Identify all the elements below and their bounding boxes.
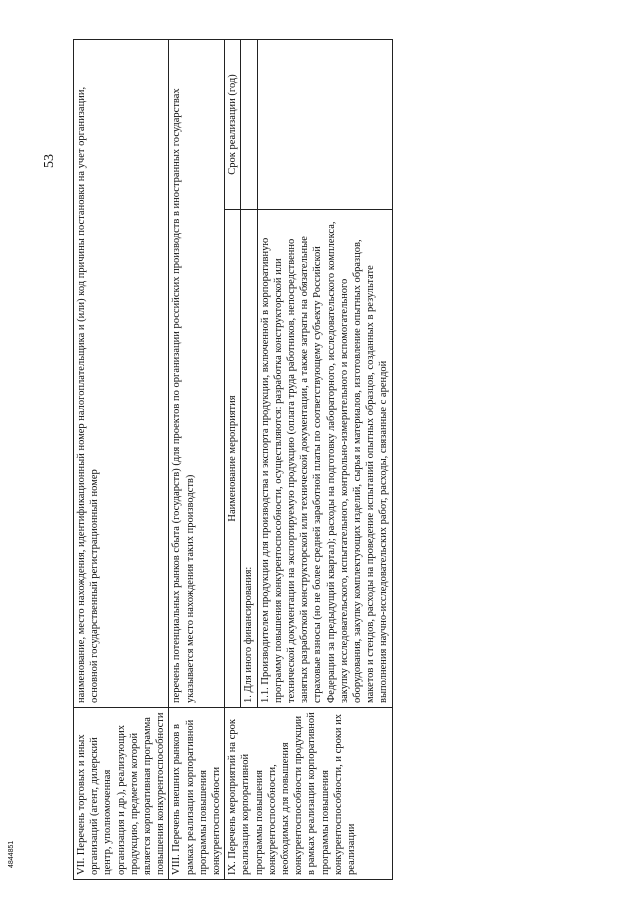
page-number: 53 [42,154,57,168]
row-label-ix: IX. Перечень мероприятий на срок реализации корпоративной программы повышения конкурентоспособности, необходимых для повышения конкурентоспособности продукции в рамках реализации корпоративной программы повышения конкурентоспособности, и сроки их реализации [225,708,392,880]
table-row [74,39,169,879]
row-text-vii: наименование, место нахождения, идентификационный номер налогоплательщика и (или) код причины постановки на учет организации, основной государственный регистрационный номер [74,39,169,707]
item-1-1-text: 1.1. Производителем продукции для производства и экспорта продукции, включенной в корпоративную программу повышения конкурентоспособности, осуществляются: разработка конструкторской или технической документации на экспортируемую продукцию (оплата труда работников, непосредственно занятых разработкой конструкторской или технической документации, а также затраты на обязательные страховые взносы (но не более средней заработной платы по соответствующему субъекту Российской Федерации за предыдущий квартал); расходы на подготовку лабораторного, исследовательского комплекса, закупку исследовательского, испытательного, контрольно-измерительного и вспомогательного оборудования, закупку комплектующих изделий, сырья и материалов, изготовление опытных образцов, макетов и стендов, расходы на проведение испытаний опытных образцов, созданных в результате выполнения научно-исследовательских работ, расходы, связанные с арендой [257,210,392,708]
program-table [73,39,393,880]
section-1-term [241,39,257,209]
col-header-name: Наименование мероприятия [225,210,241,708]
col-header-term: Срок реализации (год) [225,39,241,209]
row-label-vii: VII. Перечень торговых и иных организаций (агент, дилерский центр, уполномоченная организация и др.), реализующих продукцию, предметом которой является корпоративная программа повышения конкурентоспособности [74,708,169,880]
document-id: 4844851 [8,840,15,868]
section-1-label: 1. Для иного финансирования: [241,210,257,708]
table-row [169,39,225,879]
row-text-viii: перечень потенциальных рынков сбыта (государств) (для проектов по организации российских производств в иностранных государствах указывается место нахождения таких производств) [169,39,225,707]
rotated-table-container [73,40,573,880]
item-1-1-term [257,39,392,209]
row-label-viii: VIII. Перечень внешних рынков в рамках реализации корпоративной программы повышения конкурентоспособности [169,708,225,880]
table-row [225,39,241,879]
